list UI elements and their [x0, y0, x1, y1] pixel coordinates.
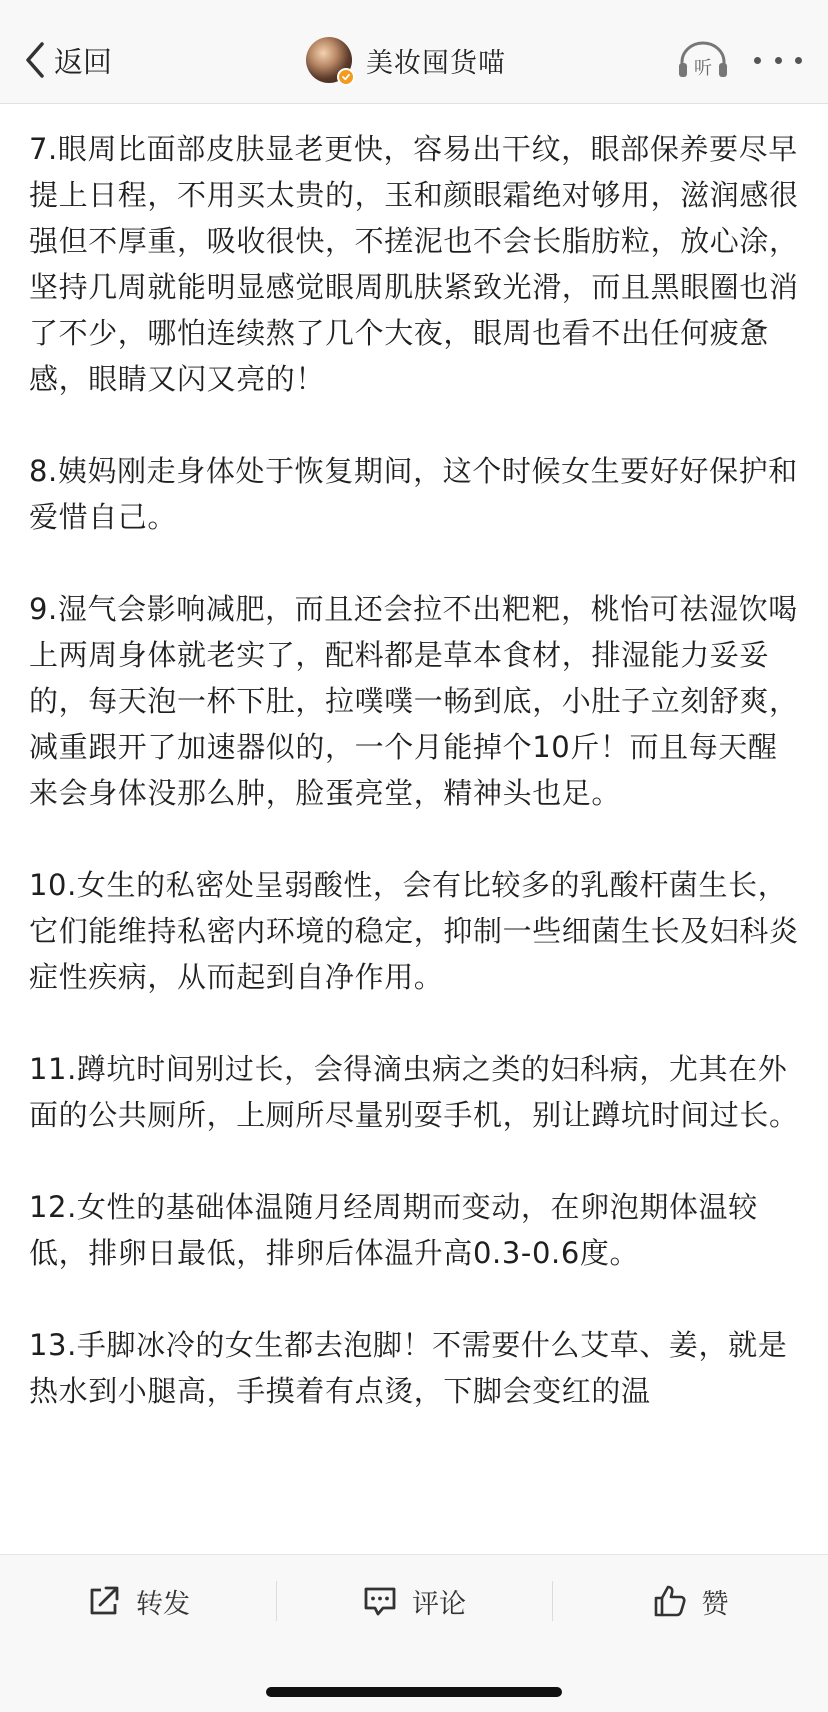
paragraph-9: 9.湿气会影响减肥，而且还会拉不出粑粑，桃怡可祛湿饮喝上两周身体就老实了，配料都是草本食材，排湿能力妥妥的，每天泡一杯下肚，拉噗噗一畅到底，小肚子立刻舒爽，减重跟开了加速器似的，一个月能掉个10斤！而且每天醒来会身体没那么肿，脸蛋亮堂，精神头也足。 [29, 592, 799, 810]
like-label: 赞 [701, 1588, 729, 1620]
back-button[interactable] [20, 36, 112, 84]
paragraph-12: 12.女性的基础体温随月经周期而变动，在卵泡期体温较低，排卵日最低，排卵后体温升高0.3-0.6度。 [29, 1190, 758, 1270]
dot-icon [754, 57, 761, 64]
back-label: 返回 [54, 44, 113, 79]
chevron-left-icon [20, 40, 50, 80]
paragraph-7: 7.眼周比面部皮肤显老更快，容易出干纹，眼部保养要尽早提上日程，不用买太贵的，玉和颜眼霜绝对够用，滋润感很强但不厚重，吸收很快，不搓泥也不会长脂肪粒，放心涂，坚持几周就能明显感觉眼周肌肤紧致光滑，而且黑眼圈也消了不少，哪怕连续熬了几个大夜，眼周也看不出任何疲惫感，眼睛又闪又亮的！ [29, 132, 799, 396]
repost-button[interactable] [0, 1555, 276, 1647]
paragraph-8: 8.姨妈刚走身体处于恢复期间，这个时候女生要好好保护和爱惜自己。 [29, 454, 798, 534]
headphones-icon [676, 40, 730, 80]
repost-label: 转发 [136, 1588, 190, 1620]
avatar[interactable] [306, 37, 352, 83]
author-profile[interactable] [306, 34, 506, 86]
paragraph-13: 13.手脚冰冷的女生都去泡脚！不需要什么艾草、姜，就是热水到小腿高，手摸着有点烫，下脚会变红的温 [29, 1328, 788, 1408]
home-indicator[interactable] [266, 1687, 562, 1697]
thumbs-up-icon [652, 1583, 688, 1619]
like-button[interactable] [552, 1555, 828, 1647]
comment-icon [362, 1583, 398, 1619]
author-name: 美妆囤货喵 [366, 47, 506, 79]
share-icon [86, 1583, 122, 1619]
comment-label: 评论 [412, 1588, 466, 1620]
dot-icon [775, 57, 782, 64]
listen-button[interactable] [676, 40, 730, 80]
top-nav-bar [0, 0, 828, 104]
more-options-button[interactable] [754, 50, 802, 70]
dot-icon [795, 57, 802, 64]
post-body [29, 126, 799, 1460]
paragraph-11: 11.蹲坑时间别过长，会得滴虫病之类的妇科病，尤其在外面的公共厕所，上厕所尽量别耍手机，别让蹲坑时间过长。 [29, 1052, 799, 1132]
listen-label: 听 [694, 58, 712, 79]
action-row [0, 1555, 828, 1647]
comment-button[interactable] [276, 1555, 552, 1647]
verified-badge-icon [337, 68, 355, 86]
paragraph-10: 10.女生的私密处呈弱酸性，会有比较多的乳酸杆菌生长，它们能维持私密内环境的稳定，抑制一些细菌生长及妇科炎症性疾病，从而起到自净作用。 [29, 868, 799, 994]
